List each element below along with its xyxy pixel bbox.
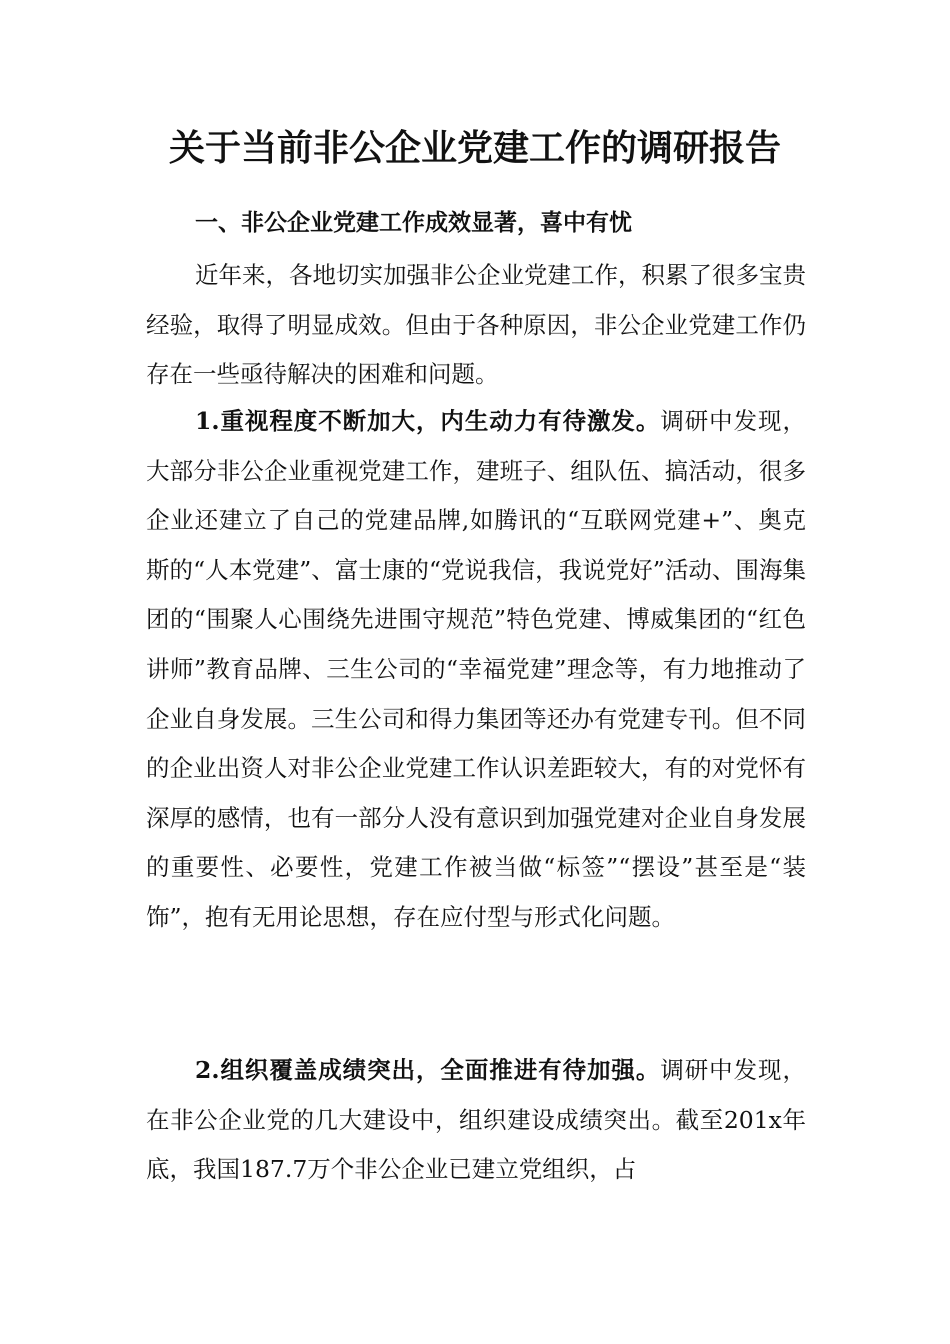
paragraph-text: 调研中发现，在非公企业党的几大建设中，组织建设成绩突出。截至201x年底，我国187.7万个非公企业已建立党组织，占	[146, 1056, 806, 1184]
paragraph-intro	[146, 251, 806, 400]
paragraph-point-2	[146, 1046, 806, 1195]
document-title: 关于当前非公企业党建工作的调研报告	[168, 127, 781, 169]
paragraph-point-1	[146, 397, 806, 943]
paragraph-text: 近年来，各地切实加强非公企业党建工作，积累了很多宝贵经验，取得了明显成效。但由于各种原因，非公企业党建工作仍存在一些亟待解决的困难和问题。	[146, 261, 806, 389]
paragraph-lead: 2.组织覆盖成绩突出，全面推进有待加强。	[195, 1056, 661, 1084]
paragraph-text: 调研中发现，大部分非公企业重视党建工作，建班子、组队伍、搞活动，很多企业还建立了自己的党建品牌,如腾讯的“互联网党建+”、奥克斯的“人本党建”、富士康的“党说我信，我说党好”活动、围海集团的“围聚人心围绕先进围守规范”特色党建、博威集团的“红色讲师”教育品牌、三生公司的“幸福党建”理念等，有力地推动了企业自身发展。三生公司和得力集团等还办有党建专刊。但不同的企业出资人对非公企业党建工作认识差距较大，有的对党怀有深厚的感情，也有一部分人没有意识到加强党建对企业自身发展的重要性、必要性，党建工作被当做“标签”“摆设”甚至是“装饰”，抱有无用论思想，存在应付型与形式化问题。	[146, 407, 806, 931]
section-heading: 一、非公企业党建工作成效显著，喜中有忧	[195, 210, 632, 236]
paragraph-lead: 1.重视程度不断加大，内生动力有待激发。	[195, 407, 661, 435]
